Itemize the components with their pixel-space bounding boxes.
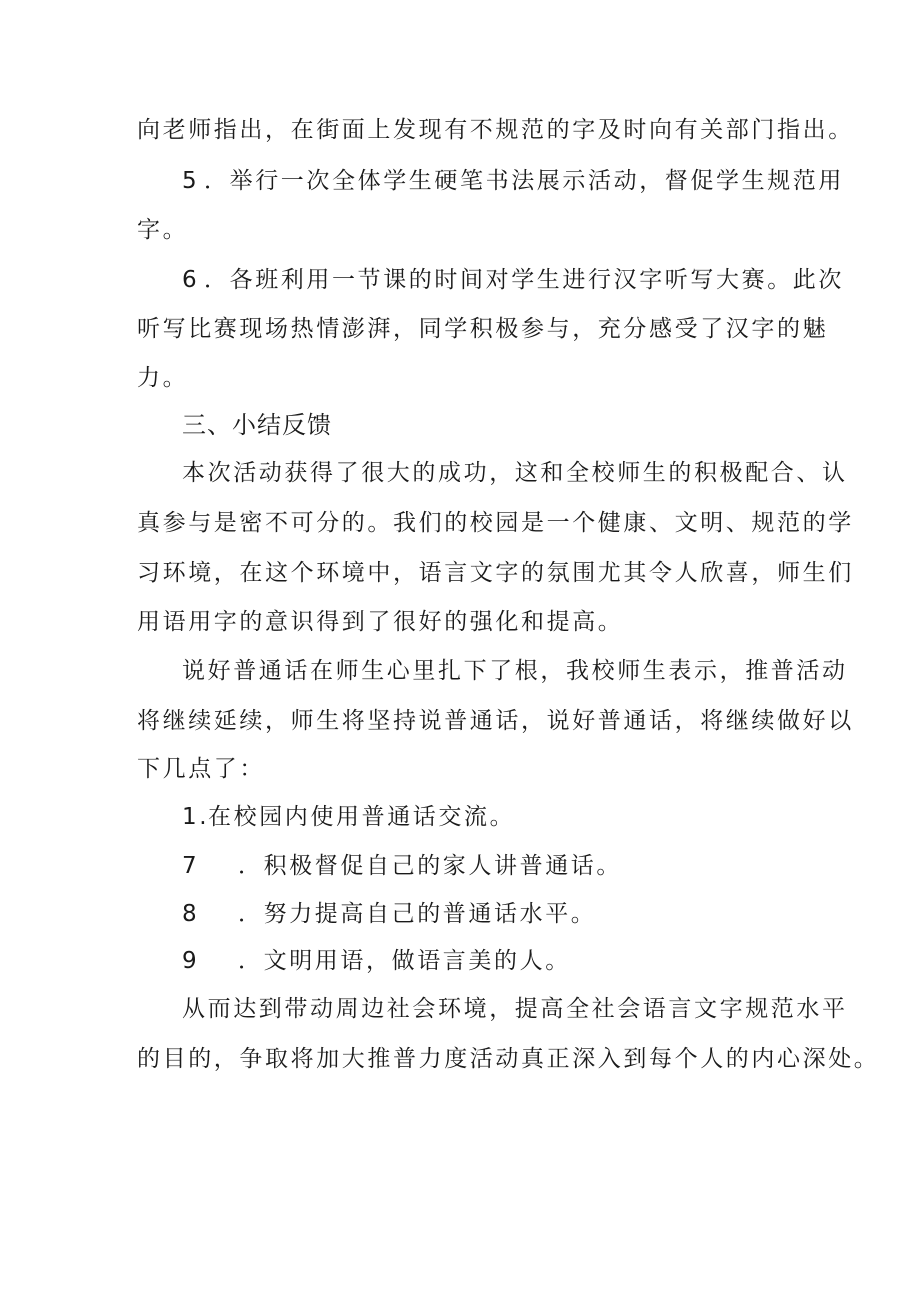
paragraph-line: 下几点了： — [137, 756, 265, 782]
paragraph-line: 本次活动获得了很大的成功，这和全校师生的积极配合、认 — [182, 460, 848, 486]
list-number: 8 — [182, 901, 200, 927]
paragraph-line: 用语用字的意识得到了很好的强化和提高。 — [137, 609, 624, 635]
paragraph-line: 从而达到带动周边社会环境，提高全社会语言文字规范水平 — [182, 996, 848, 1022]
section-heading: 三、小结反馈 — [182, 411, 332, 439]
list-item-text: ．文明用语，做语言美的人。 — [238, 948, 571, 974]
list-item-text: 在校园内使用普通话交流。 — [208, 804, 516, 830]
list-item-6 — [182, 265, 844, 295]
list-item-text: ．各班利用一节课的时间对学生进行汉字听写大赛。此次 — [204, 267, 844, 293]
list-item-9 — [182, 946, 571, 976]
paragraph-line: 真参与是密不可分的。我们的校园是一个健康、文明、规范的学 — [137, 510, 854, 536]
paragraph-line: 字。 — [137, 217, 189, 243]
list-item-text: ．举行一次全体学生硬笔书法展示活动，督促学生规范用 — [204, 168, 844, 194]
paragraph-line: 力。 — [137, 365, 189, 391]
paragraph-line: 向老师指出，在街面上发现有不规范的字及时向有关部门指出。 — [137, 117, 854, 143]
list-item-1 — [182, 802, 515, 832]
paragraph-line: 将继续延续，师生将坚持说普通话，说好普通话，将继续做好以 — [137, 708, 854, 734]
list-number: 7 — [182, 853, 200, 879]
list-item-8 — [182, 899, 596, 929]
list-number: 6 — [182, 267, 200, 293]
paragraph-line: 听写比赛现场热情澎湃，同学积极参与，充分感受了汉字的魅 — [137, 316, 829, 342]
paragraph-line: 习环境，在这个环境中，语言文字的氛围尤其令人欣喜，师生们 — [137, 560, 854, 586]
list-item-7 — [182, 851, 622, 881]
list-number: 5 — [182, 168, 200, 194]
list-item-5 — [182, 166, 844, 196]
list-item-text: ．努力提高自己的普通话水平。 — [238, 901, 597, 927]
list-number: 1. — [182, 804, 210, 830]
paragraph-line: 说好普通话在师生心里扎下了根，我校师生表示，推普活动 — [182, 658, 848, 684]
list-number: 9 — [182, 948, 200, 974]
list-item-text: ．积极督促自己的家人讲普通话。 — [238, 853, 622, 879]
paragraph-line: 的目的，争取将加大推普力度活动真正深入到每个人的内心深处。 — [137, 1046, 880, 1072]
